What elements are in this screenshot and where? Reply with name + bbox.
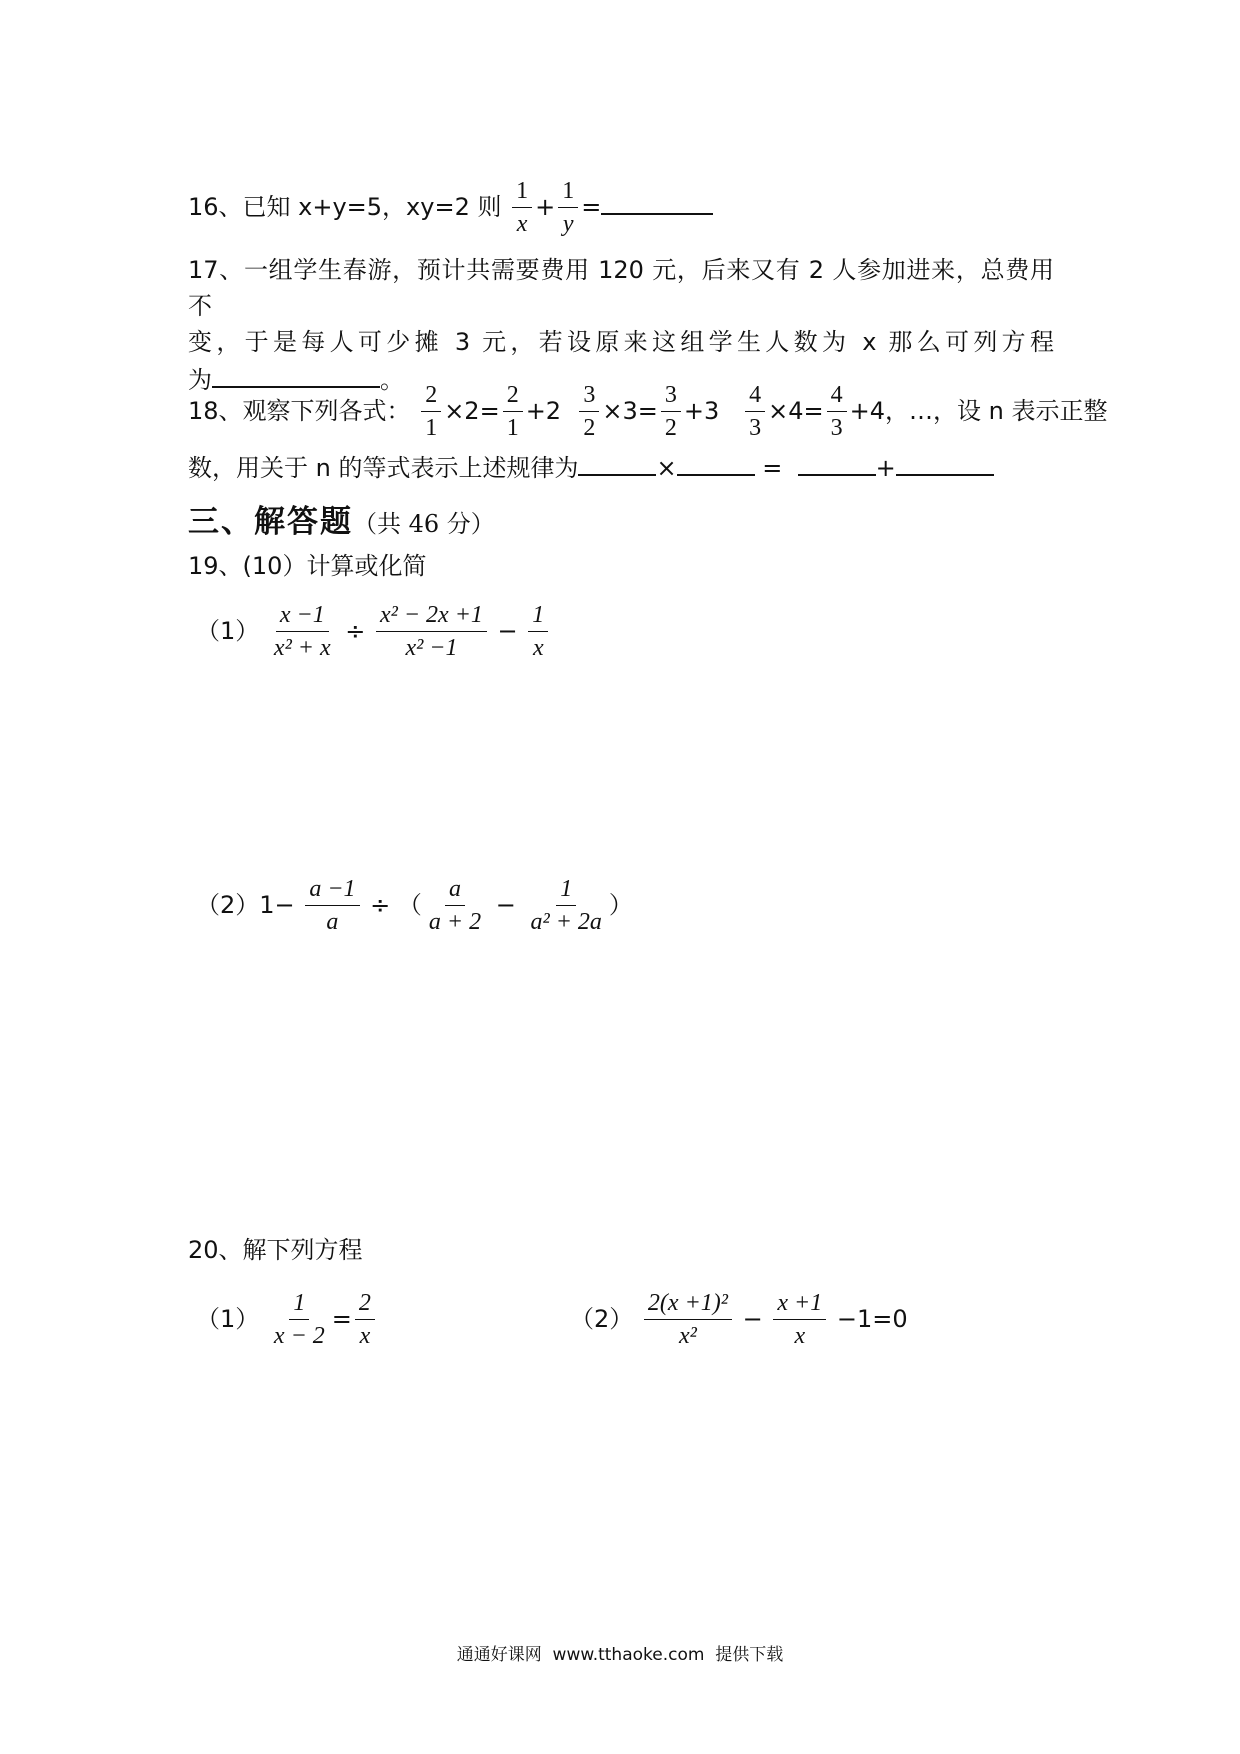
q18-e2-fraction-a: $\frac{3}{2}$ [579, 382, 599, 442]
q19-p1-fraction-c: $\frac{1}{x}$ [528, 602, 548, 662]
question-17 [188, 252, 1054, 398]
answer-blank[interactable] [677, 448, 755, 476]
question-20-title: 20、解下列方程 [188, 1236, 363, 1264]
page-footer: 通通好课网 www.tthaoke.com 提供下载 [456, 1645, 784, 1665]
q17-line-3: 为 。 [188, 360, 1054, 398]
q18-line-2: 数，用关于 n 的等式表示上述规律为 × = + [188, 448, 1058, 486]
q16-prefix: 16、已知 x+y=5，xy=2 则 [188, 192, 502, 221]
q18-e1-fraction-a: $\frac{2}{1}$ [421, 382, 441, 442]
q20-p2-fraction-b: $\frac{x +1}{x}$ [773, 1290, 826, 1350]
answer-blank[interactable] [601, 187, 713, 215]
answer-blank[interactable] [578, 448, 656, 476]
answer-blank[interactable] [798, 448, 876, 476]
q19-p1-fraction-a: $\frac{x -1}{\text{x² + x}}$ [273, 602, 331, 662]
question-19-title: 19、(10）计算或化简 [188, 552, 427, 580]
q19-p2-fraction-c: $\frac{1}{\text{a² + 2a}}$ [530, 876, 602, 936]
q17-line-2: 变，于是每人可少摊 3 元，若设原来这组学生人数为 x 那么可列方程 [188, 328, 1054, 356]
q16-fraction-1: $\frac{1}{x}$ [512, 178, 532, 238]
q19-p1-fraction-b: $\frac{\text{x² − 2x +1}}{\text{x² −1}}$ [376, 602, 487, 662]
answer-blank[interactable] [896, 448, 994, 476]
q19-part-2: （2）1− $\frac{a -1}{a}$ ÷ （ $\frac{a}{a + 2}$ − $\frac{1}{\text{a² + 2a}}$ ） [196, 876, 633, 936]
q18-e3-fraction-a: $\frac{4}{3}$ [745, 382, 765, 442]
q20-p1-fraction-a: $\frac{1}{x - 2}$ [273, 1290, 325, 1350]
section-3-heading: 三、解答题（共 46 分） [188, 504, 495, 540]
q18-e3-fraction-b: $\frac{4}{3}$ [827, 382, 847, 442]
question-16: 16、已知 x+y=5，xy=2 则 $\frac{1}{x}$ + $\frac{1}{y}$ = [188, 178, 713, 238]
q17-line-1: 17、一组学生春游，预计共需要费用 120 元，后来又有 2 人参加进来，总费用不 [188, 256, 1054, 320]
q18-line-1: 18、观察下列各式： $\frac{2}{1}$ ×2= $\frac{2}{1}$ +2 $\frac{3}{2}$ ×3= $\frac{3}{2}$ +3 $\frac{4}{3}$ ×4= $\frac{4}{3}$ +4，…，设 n 表示正整 [188, 382, 1108, 442]
q20-part-1: （1） $\frac{1}{x - 2}$ = $\frac{2}{x}$ [196, 1290, 378, 1350]
q20-part-2: （2） $\frac{\text{2(x +1)²}}{\text{x²}}$ − $\frac{x +1}{x}$ −1=0 [570, 1290, 908, 1350]
q19-p2-fraction-a: $\frac{a -1}{a}$ [305, 876, 359, 936]
q20-p1-fraction-b: $\frac{2}{x}$ [355, 1290, 375, 1350]
q20-p2-fraction-a: $\frac{\text{2(x +1)²}}{\text{x²}}$ [644, 1290, 732, 1350]
q19-p2-fraction-b: $\frac{a}{a + 2}$ [428, 876, 482, 936]
question-18 [188, 382, 1108, 486]
q19-part-1: （1） $\frac{x -1}{\text{x² + x}}$ ÷ $\frac{\text{x² − 2x +1}}{\text{x² −1}}$ − $\frac{1}{x}$ [196, 602, 551, 662]
q16-fraction-2: $\frac{1}{y}$ [558, 178, 578, 238]
q18-e2-fraction-b: $\frac{3}{2}$ [661, 382, 681, 442]
q18-e1-fraction-b: $\frac{2}{1}$ [503, 382, 523, 442]
